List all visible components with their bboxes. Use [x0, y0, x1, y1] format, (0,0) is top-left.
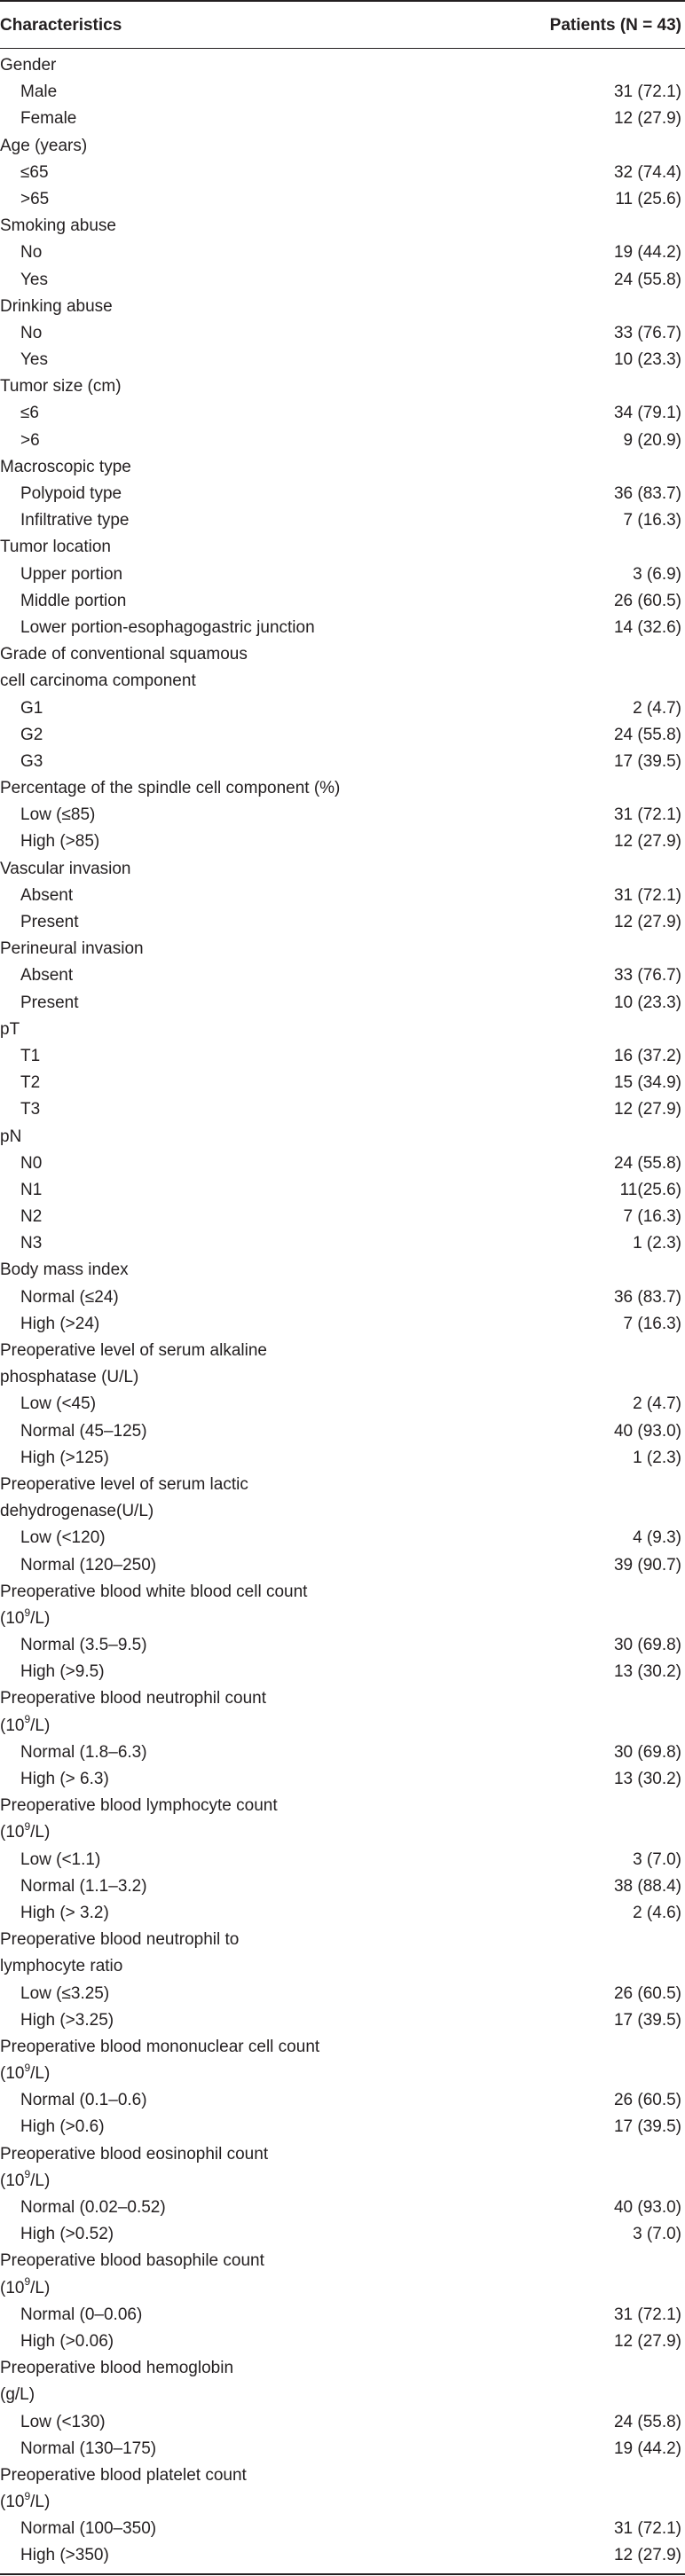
table-row	[0, 507, 685, 534]
row-label: High (>9.5)	[20, 1662, 105, 1682]
row-label: Yes	[20, 270, 48, 289]
table-row	[0, 615, 685, 641]
table-row	[0, 1525, 685, 1551]
row-label: Lower portion-esophagogastric junction	[20, 617, 315, 637]
row-label-superscript: 9	[24, 1606, 31, 1619]
row-value: 39 (90.7)	[613, 1555, 681, 1575]
row-label-superscript: 9	[24, 2168, 31, 2181]
table-row-category	[0, 294, 685, 320]
row-label: Gender	[0, 56, 57, 75]
table-row-category	[0, 454, 685, 481]
table-row-category	[0, 2355, 685, 2382]
column-header-patients: Patients (N = 43)	[549, 16, 681, 35]
row-label: High (>0.6)	[20, 2117, 105, 2137]
row-value: 11(25.6)	[619, 1180, 681, 1199]
row-label-text: (10	[0, 1823, 25, 1842]
row-label: (g/L)	[0, 2385, 35, 2405]
row-value: 40 (93.0)	[613, 2198, 681, 2217]
table-row	[0, 2302, 685, 2329]
row-label: Normal (130–175)	[20, 2439, 157, 2458]
row-label: Preoperative blood neutrophil count	[0, 1689, 266, 1708]
table-row	[0, 1847, 685, 1873]
table-row-category	[0, 1017, 685, 1043]
table-row	[0, 320, 685, 347]
row-label: pT	[0, 1019, 20, 1039]
row-label: Low (<45)	[20, 1394, 97, 1414]
row-label: High (>85)	[20, 832, 100, 852]
row-value: 2 (4.7)	[633, 1394, 681, 1414]
row-label: High (>125)	[20, 1448, 109, 1467]
row-value: 31 (72.1)	[613, 2519, 681, 2539]
table-row	[0, 1151, 685, 1177]
table-row	[0, 267, 685, 294]
table-row	[0, 240, 685, 266]
row-label: High (>0.52)	[20, 2225, 114, 2244]
row-label	[0, 2275, 50, 2302]
row-value: 1 (2.3)	[633, 1234, 681, 1253]
row-label: Low (≤85)	[20, 805, 96, 825]
row-label: dehydrogenase(U/L)	[0, 1502, 154, 1521]
table-row	[0, 106, 685, 132]
row-value: 26 (60.5)	[613, 2091, 681, 2110]
row-label-suffix: /L)	[30, 2064, 51, 2084]
row-label: Preoperative blood basophile count	[0, 2251, 264, 2271]
row-label: Preoperative blood platelet count	[0, 2465, 247, 2485]
table-row-category	[0, 775, 685, 802]
table-row-category	[0, 2168, 685, 2195]
row-label: Percentage of the spindle cell component (%)	[0, 779, 341, 798]
column-header-characteristics: Characteristics	[0, 16, 122, 35]
row-label: Upper portion	[20, 564, 123, 584]
row-value: 12 (27.9)	[613, 1100, 681, 1119]
row-label	[0, 2061, 50, 2087]
row-label-text: (10	[0, 2064, 25, 2084]
row-label: Yes	[20, 350, 48, 370]
row-label: T2	[20, 1073, 41, 1093]
row-value: 12 (27.9)	[613, 109, 681, 129]
row-value: 7 (16.3)	[623, 511, 681, 530]
row-value: 33 (76.7)	[613, 966, 681, 986]
table-row-category	[0, 52, 685, 79]
row-value: 40 (93.0)	[613, 1421, 681, 1441]
table-row	[0, 1418, 685, 1445]
table-row-category	[0, 1793, 685, 1819]
row-label-text: (10	[0, 1608, 25, 1628]
row-label: High (> 6.3)	[20, 1770, 109, 1788]
row-value: 19 (44.2)	[613, 243, 681, 263]
row-value: 7 (16.3)	[623, 1207, 681, 1227]
table-row-category	[0, 1364, 685, 1391]
table-row-category	[0, 936, 685, 962]
row-label: Polypoid type	[20, 484, 122, 503]
table-row	[0, 1311, 685, 1338]
row-label: Preoperative level of serum lactic	[0, 1474, 248, 1494]
table-row	[0, 829, 685, 855]
table-row	[0, 1740, 685, 1766]
row-label: N3	[20, 1234, 43, 1253]
table-row	[0, 1096, 685, 1123]
row-value: 2 (4.6)	[633, 1903, 681, 1922]
row-label-suffix: /L)	[30, 1823, 51, 1842]
table-row-category	[0, 213, 685, 240]
table-row-category	[0, 1472, 685, 1498]
row-label: G2	[20, 725, 43, 744]
row-label: ≤65	[20, 162, 49, 182]
row-label: Normal (0.1–0.6)	[20, 2091, 147, 2110]
row-value: 33 (76.7)	[613, 323, 681, 342]
table-row	[0, 1659, 685, 1685]
row-label-text: (10	[0, 2493, 25, 2512]
table-row	[0, 2516, 685, 2542]
row-label: High (> 3.2)	[20, 1903, 109, 1922]
row-value: 31 (72.1)	[613, 82, 681, 102]
row-value: 24 (55.8)	[613, 270, 681, 289]
row-label-suffix: /L)	[30, 2171, 51, 2190]
table-row	[0, 1632, 685, 1659]
table-row	[0, 1445, 685, 1472]
table-row	[0, 2329, 685, 2355]
row-label-superscript: 9	[24, 1713, 31, 1726]
table-row	[0, 2542, 685, 2569]
table-row-category	[0, 1579, 685, 1606]
row-label: Low (≤3.25)	[20, 1983, 110, 2003]
table-row	[0, 2087, 685, 2114]
row-label	[0, 2489, 50, 2516]
table-row	[0, 1766, 685, 1793]
row-label: High (>350)	[20, 2546, 109, 2565]
row-value: 13 (30.2)	[613, 1770, 681, 1788]
row-label: >6	[20, 430, 40, 450]
row-value: 12 (27.9)	[613, 2331, 681, 2351]
row-label	[0, 1713, 50, 1740]
row-label: cell carcinoma component	[0, 671, 196, 691]
row-label: Preoperative blood eosinophil count	[0, 2144, 269, 2164]
row-label: Female	[20, 109, 77, 129]
table-row	[0, 909, 685, 936]
row-label: Normal (≤24)	[20, 1287, 119, 1307]
row-value: 30 (69.8)	[613, 1742, 681, 1762]
row-value: 13 (30.2)	[613, 1662, 681, 1682]
table-row-category	[0, 2141, 685, 2168]
row-label: Preoperative blood white blood cell count	[0, 1582, 308, 1601]
row-label: Preoperative blood hemoglobin	[0, 2359, 234, 2378]
table-row-category	[0, 2275, 685, 2302]
table-row	[0, 2007, 685, 2034]
row-value: 11 (25.6)	[615, 189, 681, 208]
table-row	[0, 1873, 685, 1900]
row-label: Preoperative blood lymphocyte count	[0, 1796, 278, 1816]
row-label: Tumor size (cm)	[0, 377, 122, 397]
row-value: 26 (60.5)	[613, 591, 681, 610]
table-row	[0, 428, 685, 454]
table-row	[0, 481, 685, 507]
row-label: Normal (120–250)	[20, 1555, 157, 1575]
row-value: 36 (83.7)	[613, 484, 681, 503]
row-label: T3	[20, 1100, 41, 1119]
table-row-category	[0, 2248, 685, 2274]
row-label: Middle portion	[20, 591, 127, 610]
row-value: 26 (60.5)	[613, 1983, 681, 2003]
table-row	[0, 695, 685, 722]
row-label: N1	[20, 1180, 43, 1199]
row-label: Tumor location	[0, 538, 111, 557]
table-row-category	[0, 641, 685, 668]
table-row	[0, 990, 685, 1017]
row-label: Drinking abuse	[0, 296, 113, 316]
row-label-text: (10	[0, 2171, 25, 2190]
row-label: Vascular invasion	[0, 859, 131, 878]
row-value: 24 (55.8)	[613, 1153, 681, 1173]
row-value: 30 (69.8)	[613, 1636, 681, 1655]
row-value: 7 (16.3)	[623, 1314, 681, 1333]
table-row	[0, 1284, 685, 1311]
table-row-category	[0, 1606, 685, 1632]
row-label: No	[20, 243, 43, 263]
table-row	[0, 1204, 685, 1230]
row-value: 4 (9.3)	[633, 1528, 681, 1548]
table-row	[0, 588, 685, 615]
table-row	[0, 1552, 685, 1579]
table-row	[0, 347, 685, 373]
row-label: High (>24)	[20, 1314, 100, 1333]
row-label	[0, 1819, 50, 1846]
table-row-category	[0, 1953, 685, 1980]
table-row	[0, 1070, 685, 1096]
row-label: Normal (1.8–6.3)	[20, 1742, 147, 1762]
row-label: G3	[20, 751, 43, 771]
row-label: Absent	[20, 885, 74, 905]
row-label	[0, 2168, 50, 2195]
row-label	[0, 1606, 50, 1632]
row-label: G1	[20, 698, 43, 718]
row-label: Preoperative level of serum alkaline	[0, 1341, 267, 1360]
table-row	[0, 883, 685, 909]
row-value: 17 (39.5)	[613, 2010, 681, 2030]
row-label: N0	[20, 1153, 43, 1173]
table-row	[0, 749, 685, 775]
row-value: 32 (74.4)	[613, 162, 681, 182]
table-row	[0, 2221, 685, 2248]
row-value: 19 (44.2)	[613, 2439, 681, 2458]
row-label: No	[20, 323, 43, 342]
table-row-category	[0, 1819, 685, 1846]
row-label: High (>3.25)	[20, 2010, 114, 2030]
table-body	[0, 52, 685, 2570]
table-row	[0, 2195, 685, 2221]
table-row-category	[0, 534, 685, 561]
table-row	[0, 400, 685, 427]
row-value: 36 (83.7)	[613, 1287, 681, 1307]
table-row-category	[0, 668, 685, 695]
table-row	[0, 962, 685, 989]
table-row	[0, 186, 685, 213]
row-label: lymphocyte ratio	[0, 1957, 123, 1976]
row-label-text: (10	[0, 2278, 25, 2297]
row-label-suffix: /L)	[30, 2278, 51, 2297]
row-value: 12 (27.9)	[613, 2546, 681, 2565]
row-value: 1 (2.3)	[633, 1448, 681, 1467]
table-row-category	[0, 2061, 685, 2087]
table-row-category	[0, 856, 685, 883]
row-label: Normal (0–0.06)	[20, 2305, 143, 2324]
table-bottom-rule	[0, 2573, 685, 2575]
row-value: 14 (32.6)	[613, 617, 681, 637]
row-label: >65	[20, 189, 50, 208]
row-label: Preoperative blood mononuclear cell count	[0, 2037, 320, 2056]
row-label: Grade of conventional squamous	[0, 645, 248, 664]
row-value: 17 (39.5)	[613, 2117, 681, 2137]
row-value: 12 (27.9)	[613, 913, 681, 931]
row-label: Macroscopic type	[0, 457, 131, 476]
row-value: 34 (79.1)	[613, 404, 681, 423]
row-value: 31 (72.1)	[613, 2305, 681, 2324]
row-value: 24 (55.8)	[613, 2412, 681, 2431]
table-row	[0, 1230, 685, 1257]
table-row-category	[0, 2462, 685, 2489]
row-value: 2 (4.7)	[633, 698, 681, 718]
row-label: Present	[20, 993, 79, 1012]
row-label: Normal (0.02–0.52)	[20, 2198, 166, 2217]
row-value: 10 (23.3)	[613, 993, 681, 1012]
table-row	[0, 2409, 685, 2436]
row-label: Normal (3.5–9.5)	[20, 1636, 147, 1655]
row-label: Body mass index	[0, 1261, 129, 1280]
row-label: Perineural invasion	[0, 939, 144, 959]
row-value: 17 (39.5)	[613, 751, 681, 771]
table-row	[0, 1177, 685, 1204]
row-label: N2	[20, 1207, 43, 1227]
table-row	[0, 1900, 685, 1927]
table-row	[0, 160, 685, 186]
table-row-category	[0, 2034, 685, 2061]
row-label: Normal (100–350)	[20, 2519, 157, 2539]
row-label: Age (years)	[0, 136, 88, 155]
table-row-category	[0, 133, 685, 160]
table-row	[0, 802, 685, 829]
table-row-category	[0, 1498, 685, 1525]
row-label: Low (<120)	[20, 1528, 106, 1548]
row-label: High (>0.06)	[20, 2331, 114, 2351]
table-row	[0, 722, 685, 749]
row-label-suffix: /L)	[30, 1608, 51, 1628]
table-row	[0, 79, 685, 106]
table-row-category	[0, 2382, 685, 2408]
row-label-superscript: 9	[24, 2061, 31, 2074]
row-value: 3 (7.0)	[633, 1850, 681, 1869]
row-label: Preoperative blood neutrophil to	[0, 1930, 240, 1950]
row-label: Absent	[20, 966, 74, 986]
row-label: Low (<1.1)	[20, 1850, 101, 1869]
table-row	[0, 1981, 685, 2007]
table-row-category	[0, 1338, 685, 1364]
table-row	[0, 1391, 685, 1418]
table-row-category	[0, 373, 685, 400]
row-value: 10 (23.3)	[613, 350, 681, 370]
row-value: 24 (55.8)	[613, 725, 681, 744]
table-row	[0, 1043, 685, 1070]
table-row-category	[0, 2489, 685, 2516]
row-label: Normal (45–125)	[20, 1421, 147, 1441]
table-row	[0, 2436, 685, 2462]
row-value: 15 (34.9)	[613, 1073, 681, 1093]
row-label: phosphatase (U/L)	[0, 1368, 139, 1387]
row-label: Low (<130)	[20, 2412, 106, 2431]
table-row-category	[0, 1124, 685, 1151]
row-label-suffix: /L)	[30, 1716, 51, 1735]
row-value: 12 (27.9)	[613, 832, 681, 852]
row-value: 31 (72.1)	[613, 805, 681, 825]
row-value: 3 (6.9)	[633, 564, 681, 584]
row-label-superscript: 9	[24, 1820, 31, 1834]
table-row-category	[0, 1713, 685, 1740]
row-value: 16 (37.2)	[613, 1046, 681, 1065]
row-value: 3 (7.0)	[633, 2225, 681, 2244]
row-label: ≤6	[20, 404, 39, 423]
row-value: 9 (20.9)	[623, 430, 681, 450]
table-row-category	[0, 1927, 685, 1953]
row-value: 38 (88.4)	[613, 1876, 681, 1896]
row-label-text: (10	[0, 1716, 25, 1735]
header-rule	[0, 48, 685, 49]
row-label: Present	[20, 913, 79, 931]
row-label: Infiltrative type	[20, 511, 130, 530]
row-label: Normal (1.1–3.2)	[20, 1876, 147, 1896]
row-label-superscript: 9	[24, 2275, 31, 2289]
row-label: T1	[20, 1046, 41, 1065]
table-row	[0, 2114, 685, 2140]
row-label-superscript: 9	[24, 2489, 31, 2502]
row-value: 31 (72.1)	[613, 885, 681, 905]
row-label: Smoking abuse	[0, 216, 116, 236]
table-row-category	[0, 1685, 685, 1712]
table-row	[0, 562, 685, 588]
table-row-category	[0, 1257, 685, 1284]
row-label-suffix: /L)	[30, 2493, 51, 2512]
row-label: Male	[20, 82, 58, 102]
row-label: pN	[0, 1127, 22, 1146]
